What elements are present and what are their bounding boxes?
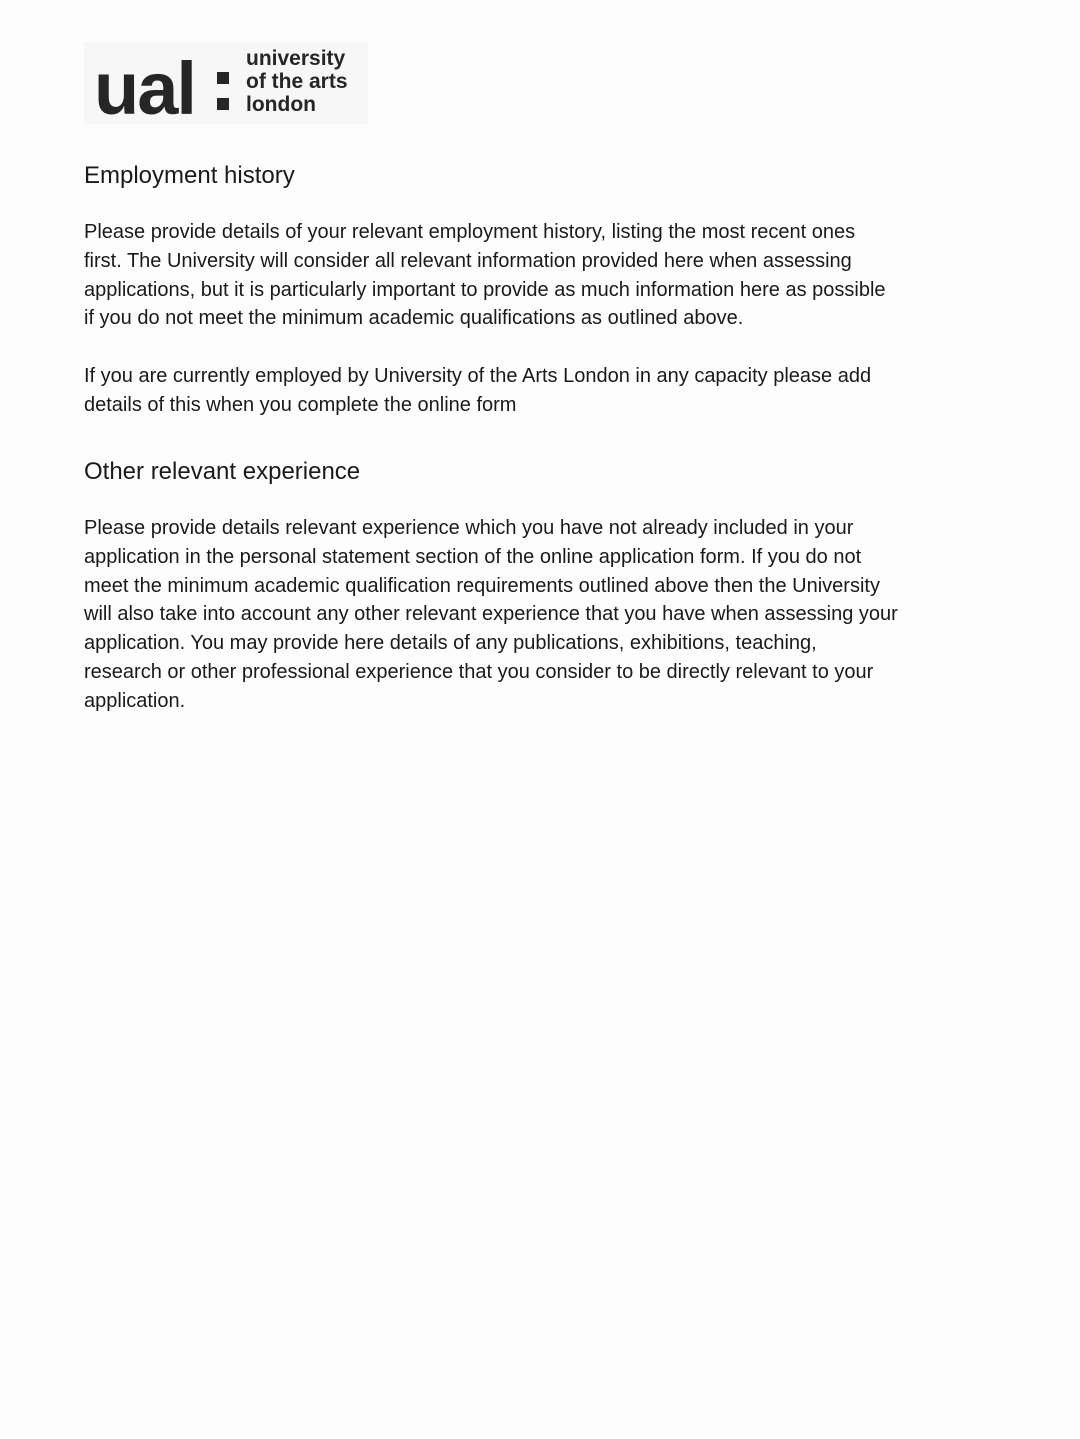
text-line: application. [84, 689, 186, 712]
text-line: Please provide details of your relevant employment history, listing the most recent ones [84, 221, 856, 243]
employment-paragraph-1 [84, 218, 886, 333]
text-line: If you are currently employed by University of the Arts London in any capacity please add [84, 365, 872, 387]
employment-paragraph-2 [84, 362, 871, 420]
text-line: applications, but it is particularly important to provide as much information here as possible [84, 278, 886, 301]
logo-colon-bottom [217, 98, 229, 110]
text-line: research or other professional experience that you consider to be directly relevant to your [84, 660, 874, 683]
text-line: application. You may provide here details of any publications, exhibitions, teaching, [84, 632, 817, 655]
text-line: application in the personal statement section of the online application form. If you do not [84, 545, 862, 568]
logo-line: of the arts [246, 70, 348, 93]
experience-paragraph [84, 514, 898, 716]
logo-wordmark [246, 47, 348, 116]
text-line: details of this when you complete the online form [84, 393, 517, 416]
logo-mark: ual [94, 47, 195, 130]
ual-logo [84, 42, 368, 130]
text-line: first. The University will consider all relevant information provided here when assessing [84, 249, 852, 272]
logo-line: university [246, 47, 346, 70]
logo-line: london [246, 93, 316, 116]
text-line: if you do not meet the minimum academic qualifications as outlined above. [84, 307, 744, 330]
text-line: meet the minimum academic qualification requirements outlined above then the University [84, 574, 880, 597]
section-heading-employment-history: Employment history [84, 162, 295, 189]
text-line: Please provide details relevant experience which you have not already included in your [84, 517, 854, 539]
text-line: will also take into account any other relevant experience that you have when assessing your [84, 603, 898, 626]
section-heading-other-experience: Other relevant experience [84, 458, 361, 485]
logo-colon-top [217, 72, 229, 84]
